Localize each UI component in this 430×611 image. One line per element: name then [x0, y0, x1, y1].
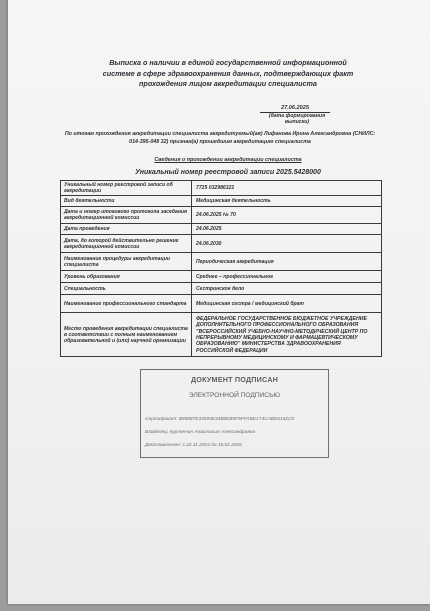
field-value: Периодическая аккредитация [192, 253, 382, 271]
extract-date: 27.06.2025 [260, 105, 330, 113]
stamp-owner: Владелец: Курленчин Анастасия Александровна [145, 430, 256, 435]
table-row [61, 271, 382, 283]
stamp-certificate: Сертификат: B90087E33593E34B0EB5F6FFABE1T4CABE6152C0 [145, 417, 295, 422]
table-row [61, 235, 382, 253]
title-line: Выписка о наличии в единой государственной информационной [109, 58, 347, 67]
intro-line: 014-395-048 32) признан(а) прошедшим аккредитацию специалиста [129, 139, 311, 145]
field-label: Наименование процедуры аккредитации специалиста [61, 253, 192, 271]
document-title [68, 58, 388, 90]
extract-date-caption: (дата формирования выписки) [268, 113, 326, 125]
field-label: Специальность [61, 283, 192, 295]
field-value: 24.06.2025 № 70 [192, 207, 382, 224]
table-row [61, 283, 382, 295]
stamp-validity: Действителен: с 22.11.2024 до 15.02.2026 [145, 443, 242, 448]
field-label: Дата и номер итогового протокола заседания аккредитационной комиссии [61, 207, 192, 224]
field-value: Среднее – профессиональное [192, 271, 382, 283]
field-label: Дата проведения [61, 224, 192, 235]
field-label: Уникальный номер реестровой записи об аккредитации [61, 181, 192, 196]
field-value: Медицинская сестра / медицинский брат [192, 295, 382, 313]
table-row [61, 207, 382, 224]
stamp-heading: ДОКУМЕНТ ПОДПИСАН [190, 375, 278, 384]
table-row [61, 224, 382, 235]
electronic-signature-stamp [140, 369, 329, 458]
field-label: Наименование профессионального стандарта [61, 295, 192, 313]
field-label: Место проведения аккредитации специалиста в соответствии с полным наименованием образовательной и (или) научной организации [61, 313, 192, 357]
table-row [61, 313, 382, 357]
accreditation-table [60, 180, 382, 357]
field-label: Уровень образования [61, 271, 192, 283]
section-heading: Сведения о прохождении аккредитации специалиста [154, 157, 302, 163]
field-label: Вид деятельности [61, 196, 192, 207]
field-value: Сестринское дело [192, 283, 382, 295]
intro-text [60, 130, 380, 146]
field-label: Дата, до которой действительно решение аккредитационной комиссии [61, 235, 192, 253]
title-line: прохождения лицом аккредитации специалиста [139, 79, 317, 88]
field-value: 24.06.2025 [192, 224, 382, 235]
field-value: 7725 032986321 [192, 181, 382, 196]
stamp-subheading: ЭЛЕКТРОННОЙ ПОДПИСЬЮ [188, 392, 281, 399]
table-row [61, 295, 382, 313]
title-line: системе в сфере здравоохранения данных, подтверждающих факт [102, 68, 354, 78]
field-value: Медицинская деятельность [192, 196, 382, 207]
field-value: ФЕДЕРАЛЬНОЕ ГОСУДАРСТВЕННОЕ БЮДЖЕТНОЕ УЧРЕЖДЕНИЕ ДОПОЛНИТЕЛЬНОГО ПРОФЕССИОНАЛЬНОГО ОБРАЗОВАНИЯ "ВСЕРОССИЙСКИЙ УЧЕБНО-НАУЧНО-МЕТОДИЧЕСКИЙ ЦЕНТР ПО НЕПРЕРЫВНОМУ МЕДИЦИНСКОМУ И ФАРМАЦЕВТИЧЕСКОМУ ОБРАЗОВАНИЮ" МИНИСТЕРСТВА ЗДРАВООХРАНЕНИЯ РОССИЙСКОЙ ФЕДЕРАЦИИ [192, 313, 382, 357]
document-page [8, 0, 430, 604]
intro-line: По итогам прохождения аккредитации специалиста аккредитуемый(ая) Лифанова Ирина Александровна (СНИЛС: [64, 131, 376, 137]
table-row [61, 253, 382, 271]
table-row [61, 181, 382, 196]
registry-number: Уникальный номер реестровой записи 2025.5428000 [135, 169, 321, 176]
table-row [61, 196, 382, 207]
field-value: 24.06.2030 [192, 235, 382, 253]
